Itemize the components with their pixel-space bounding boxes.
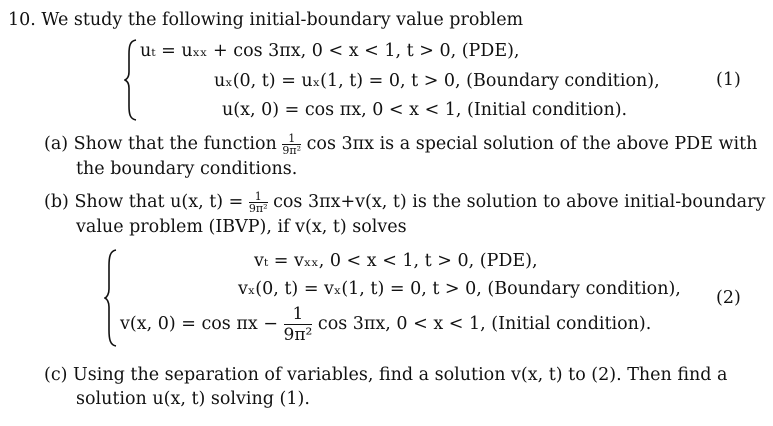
part-b-label: (b) <box>44 192 69 212</box>
equation-number-1: (1) <box>716 70 741 90</box>
part-a-text-before: Show that the function <box>73 134 277 154</box>
part-c-text: Using the separation of variables, find a solution v(x, t) to (2). Then find a <box>73 365 728 385</box>
system2-ic-before: v(x, 0) = cos πx − <box>120 314 278 334</box>
part-b-line2: value problem (IBVP), if v(x, t) solves <box>76 217 407 237</box>
fraction-one-over-nine-pi-squared: $\frac{1}{\text{9π²}}$ <box>282 132 302 157</box>
part-a-text-after: cos 3πx is a special solution of the above PDE with <box>306 134 758 154</box>
system1-ic: u(x, 0) = cos πx, 0 < x < 1, (Initial condition). <box>222 100 628 120</box>
system2-pde: vₜ = vₓₓ, 0 < x < 1, t > 0, (PDE), <box>254 251 538 271</box>
fraction-one-over-nine-pi-squared: $\frac{1}{\text{9π²}}$ <box>283 304 313 345</box>
part-a-label: (a) <box>44 134 69 154</box>
part-a-line2: the boundary conditions. <box>76 159 298 179</box>
left-brace-icon <box>104 248 118 348</box>
problem-intro: We study the following initial-boundary value problem <box>41 10 524 30</box>
part-b-line1 <box>44 191 765 214</box>
part-c-line1 <box>44 364 728 386</box>
part-a-line1 <box>44 133 757 156</box>
system2-bc: vₓ(0, t) = vₓ(1, t) = 0, t > 0, (Boundary condition), <box>238 279 681 299</box>
system2-ic <box>120 304 651 345</box>
part-b-text-before: Show that u(x, t) = <box>74 192 244 212</box>
system1-bc: uₓ(0, t) = uₓ(1, t) = 0, t > 0, (Boundary condition), <box>214 71 660 91</box>
system1-pde: uₜ = uₓₓ + cos 3πx, 0 < x < 1, t > 0, (PDE), <box>140 41 520 61</box>
problem-header <box>8 9 523 31</box>
left-brace-icon <box>124 38 138 122</box>
fraction-one-over-nine-pi-squared: $\frac{1}{\text{9π²}}$ <box>248 190 268 215</box>
part-c-label: (c) <box>44 365 68 385</box>
problem-number: 10. <box>8 10 36 30</box>
system2-ic-after: cos 3πx, 0 < x < 1, (Initial condition). <box>317 314 652 334</box>
equation-number-2: (2) <box>716 288 741 308</box>
part-c-line2: solution u(x, t) solving (1). <box>76 389 310 409</box>
part-b-text-after: cos 3πx+v(x, t) is the solution to above initial-boundary <box>273 192 766 212</box>
